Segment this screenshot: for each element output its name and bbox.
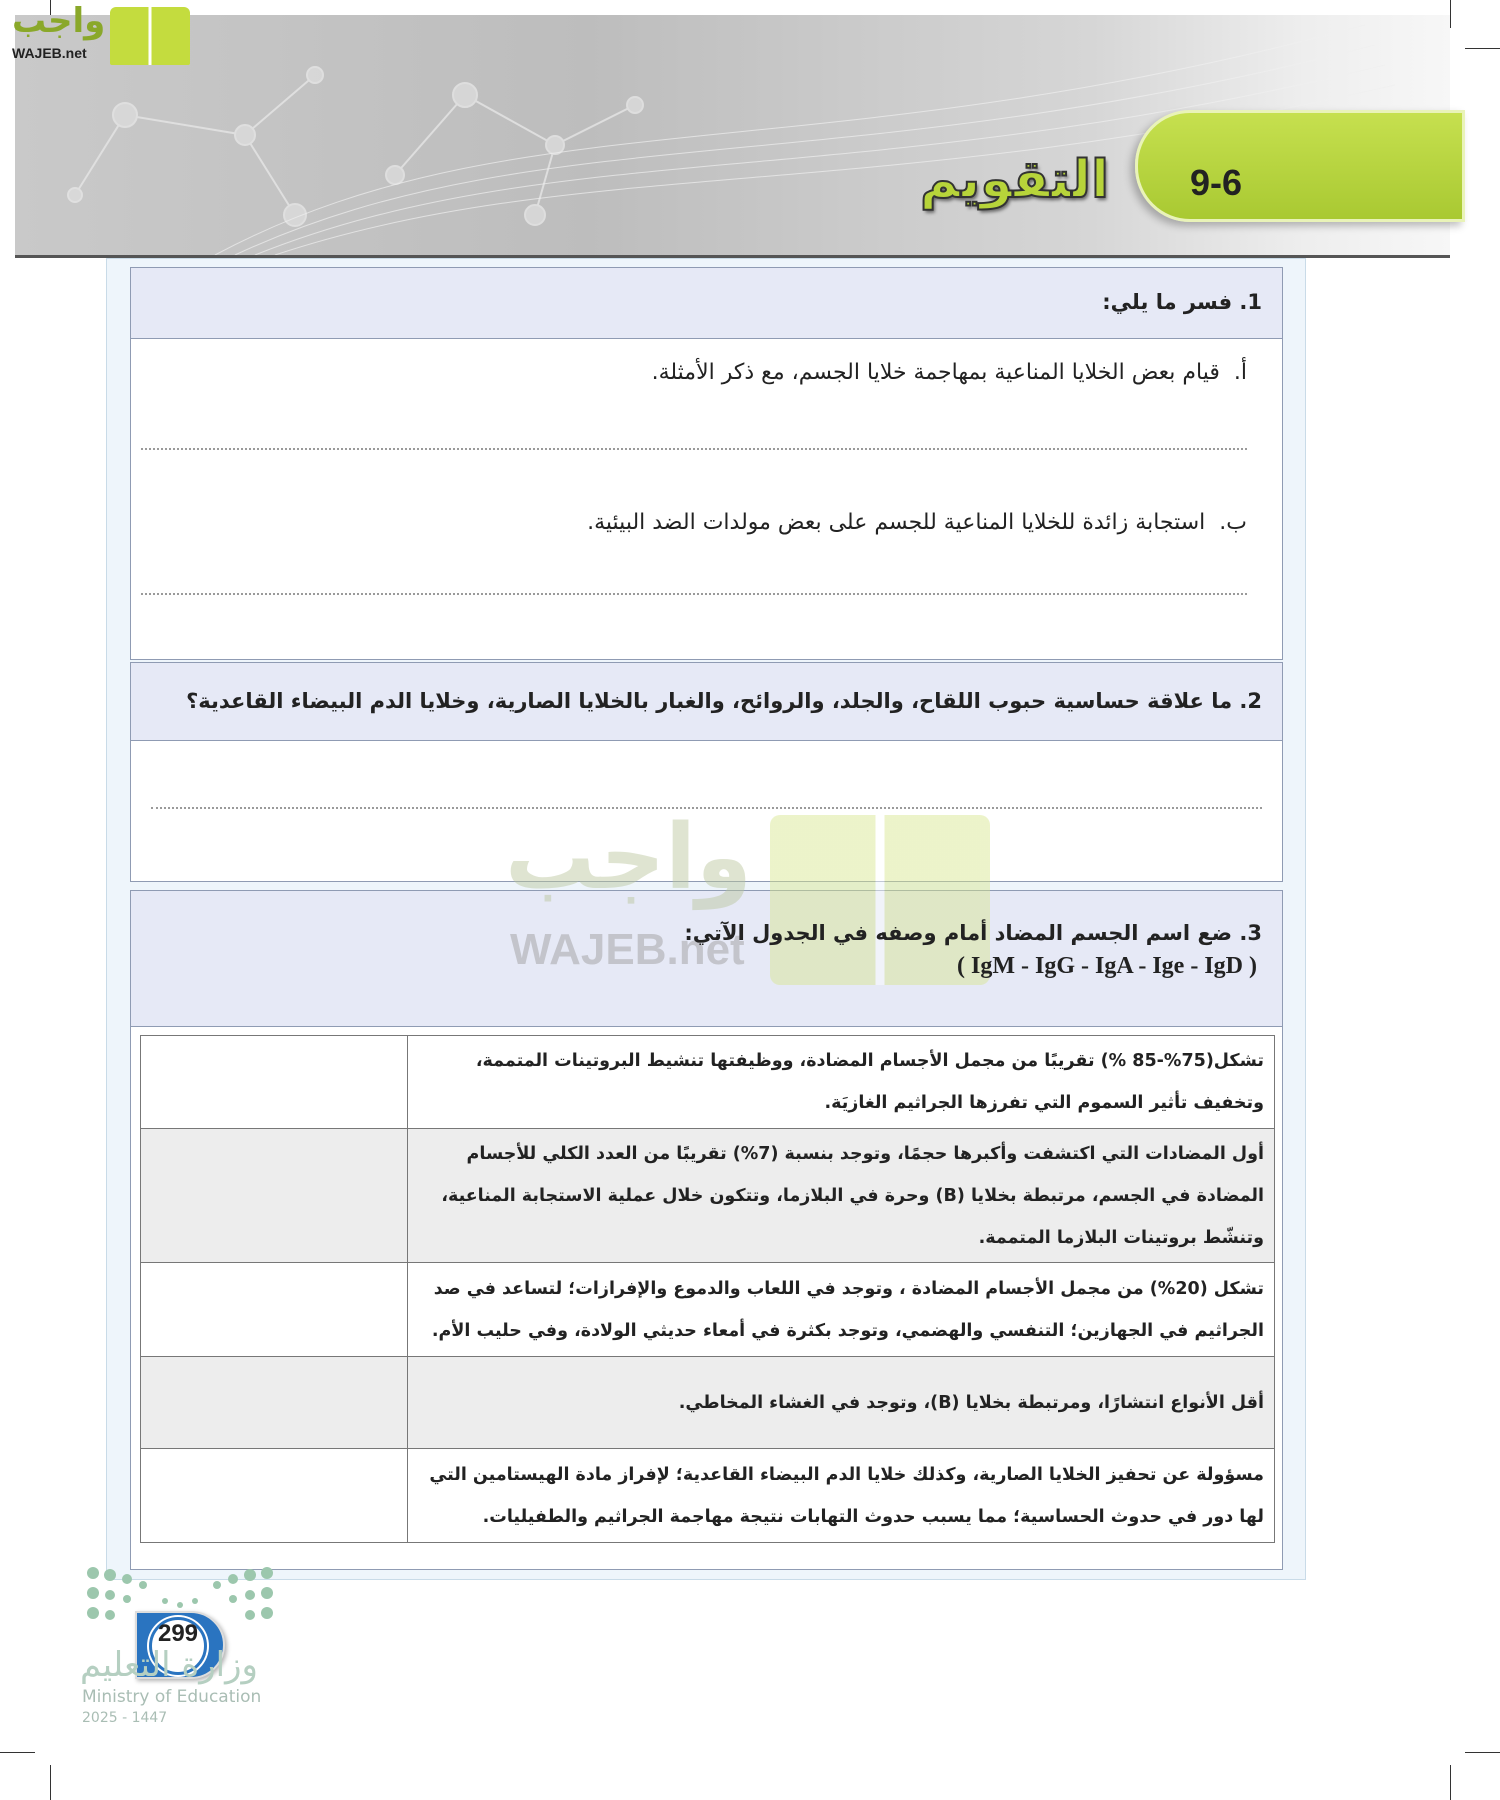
item-label: ب. [1219,510,1247,535]
page-number: 299 [149,1617,207,1675]
description-cell: تشكل (20%) من مجمل الأجسام المضادة ، وتوجد في اللعاب والدموع والإفرازات؛ لتساعد في صد الجراثيم في الجهازين؛ التنفسي والهضمي، وتوجد بكثرة في أمعاء حديثي الولادة، وفي حليب الأم. [408,1263,1275,1357]
book-icon [110,7,190,65]
question-1 [130,267,1283,660]
answer-cell[interactable] [141,1129,408,1263]
question-1-title: 1. فسر ما يلي: [131,268,1282,339]
antibody-table [140,1035,1275,1543]
description-cell: تشكل(75%-85 %) تقريبًا من مجمل الأجسام المضادة، ووظيفتها تنشيط البروتينات المتممة، وتخفيف تأثير السموم التي تفرزها الجراثيم الغازيَة. [408,1036,1275,1129]
year: 2025 - 1447 [82,1710,168,1726]
question-2-title: 2. ما علاقة حساسية حبوب اللقاح، والجلد، والروائح، والغبار بالخلايا الصارية، وخلايا الدم البيضاء القاعدية؟ [131,663,1282,741]
item-text: استجابة زائدة للخلايا المناعية للجسم على بعض مولدات الضد البيئية. [587,510,1206,535]
answer-cell[interactable] [141,1357,408,1449]
description-cell: مسؤولة عن تحفيز الخلايا الصارية، وكذلك خلايا الدم البيضاء القاعدية؛ لإفراز مادة الهيستامين التي لها دور في حدوث الحساسية؛ مما يسبب حدوث التهابات نتيجة مهاجمة الجراثيم والطفيليات. [408,1449,1275,1543]
description-cell: أول المضادات التي اكتشفت وأكبرها حجمًا، وتوجد بنسبة (7%) تقريبًا من العدد الكلي للأجسام المضادة في الجسم، مرتبطة بخلايا (B) وحرة في البلازما، وتتكون خلال عملية الاستجابة المناعية، وتنشّط بروتينات البلازما المتممة. [408,1129,1275,1263]
answer-line[interactable] [141,448,1247,450]
answer-cell[interactable] [141,1449,408,1543]
wajeb-watermark: واجب WAJEB.net [505,815,1005,995]
ministry-logo [80,1565,270,1730]
question-3-title: 3. ضع اسم الجسم المضاد أمام وصفه في الجدول الآتي: [684,921,1262,945]
item-label: أ. [1233,360,1247,385]
section-tab [1135,110,1465,222]
wajeb-logo: واجب WAJEB.net [10,5,190,65]
section-number: 9-6 [1190,162,1243,203]
page-title: التقويم [920,150,1109,210]
ministry-name-ar: وزارة التعليم [80,1645,258,1685]
answer-line[interactable] [141,593,1247,595]
description-cell: أقل الأنواع انتشارًا، ومرتبطة بخلايا (B)، وتوجد في الغشاء المخاطي. [408,1357,1275,1449]
answer-cell[interactable] [141,1263,408,1357]
item-text: قيام بعض الخلايا المناعية بمهاجمة خلايا الجسم، مع ذكر الأمثلة. [651,360,1220,385]
ministry-name-en: Ministry of Education [82,1687,262,1707]
antibody-options: ( IgM - IgG - IgA - Ige - IgD ) [957,953,1257,979]
answer-cell[interactable] [141,1036,408,1129]
